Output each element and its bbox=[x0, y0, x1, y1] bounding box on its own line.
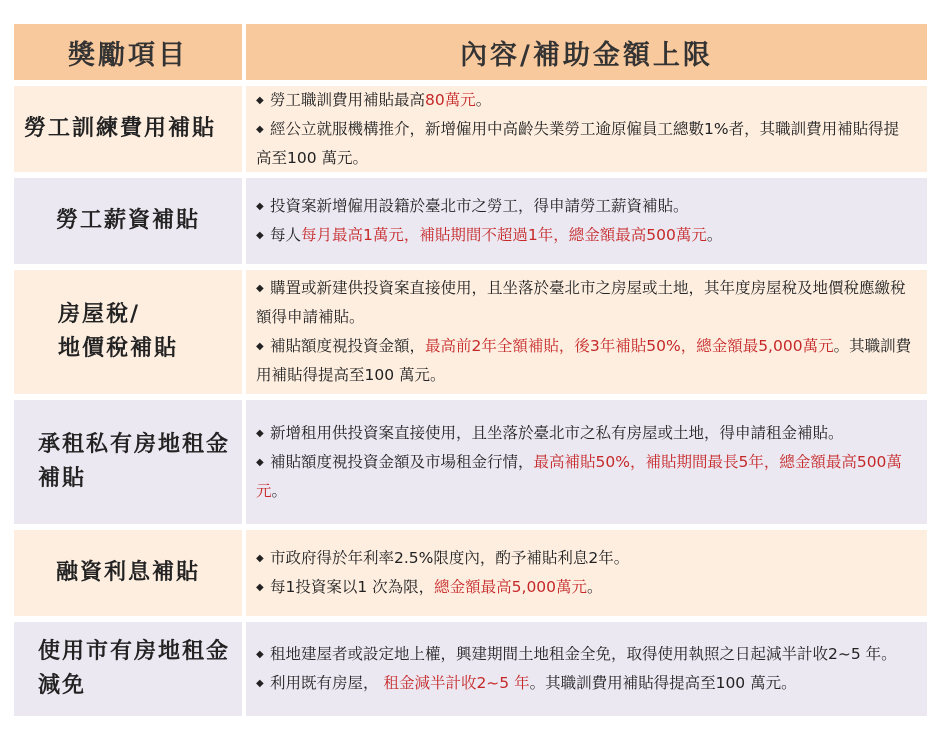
diamond-bullet-icon: ◆ bbox=[256, 553, 264, 564]
subsidy-table bbox=[14, 24, 927, 716]
bullet-item bbox=[256, 332, 913, 390]
diamond-bullet-icon: ◆ bbox=[256, 283, 264, 294]
row-label-labor-salary: 勞工薪資補貼 bbox=[14, 178, 242, 264]
body-text: 。其職訓費用補貼得提高至100 萬元。 bbox=[529, 674, 797, 692]
body-text: 勞工職訓費用補貼最高 bbox=[270, 90, 426, 109]
bullet-item bbox=[256, 86, 913, 115]
row-content-labor-salary bbox=[246, 178, 927, 264]
bullet-item bbox=[256, 544, 913, 573]
body-text: 補貼額度視投資金額及市場租金行情， bbox=[270, 452, 534, 471]
highlight-text: 最高補貼50%，補貼期間最長5年，總金額最高500萬元 bbox=[256, 452, 902, 500]
body-text: 。 bbox=[706, 226, 723, 244]
diamond-bullet-icon: ◆ bbox=[256, 582, 264, 593]
bullet-item bbox=[256, 115, 913, 173]
highlight-text: 80萬元 bbox=[425, 90, 476, 109]
body-text: 。 bbox=[475, 90, 492, 109]
body-text: 每1投資案以1 次為限， bbox=[270, 578, 435, 596]
row-content-loan-interest bbox=[246, 530, 927, 616]
body-text: 。 bbox=[587, 578, 603, 596]
body-text: 市政府得於年利率2.5%限度內，酌予補貼利息2年。 bbox=[270, 549, 630, 567]
highlight-text: 最高前2年全額補貼，後3年補貼50%，總金額最5,000萬元 bbox=[425, 337, 834, 355]
bullet-item bbox=[256, 274, 913, 332]
bullet-item bbox=[256, 669, 913, 698]
row-content-city-rent-waiver bbox=[246, 622, 927, 716]
body-text: 。 bbox=[271, 481, 288, 500]
diamond-bullet-icon: ◆ bbox=[256, 230, 264, 241]
bullet-item bbox=[256, 448, 913, 506]
row-content-property-tax bbox=[246, 270, 927, 394]
body-text: 補貼額度視投資金額， bbox=[270, 337, 426, 355]
diamond-bullet-icon: ◆ bbox=[256, 456, 264, 468]
highlight-text: 租金減半計收2~5 年 bbox=[383, 674, 530, 692]
row-content-private-rent bbox=[246, 400, 927, 524]
body-text: 新增租用供投資案直接使用，且坐落於臺北市之私有房屋或土地，得申請租金補貼。 bbox=[270, 423, 844, 442]
bullet-item bbox=[256, 419, 913, 448]
body-text: 利用既有房屋， bbox=[270, 674, 384, 692]
bullet-item bbox=[256, 640, 913, 669]
bullet-item bbox=[256, 573, 913, 602]
highlight-text: 總金額最高5,000萬元 bbox=[434, 578, 588, 596]
bullet-item bbox=[256, 221, 913, 250]
row-content-labor-training bbox=[246, 86, 927, 172]
row-label-property-tax: 房屋稅/ 地價稅補貼 bbox=[14, 270, 242, 394]
body-text: 每人 bbox=[270, 226, 302, 244]
body-text: 。其職訓費用補貼得提高至100 萬元。 bbox=[256, 337, 912, 384]
header-reward-item: 獎勵項目 bbox=[14, 24, 242, 80]
diamond-bullet-icon: ◆ bbox=[256, 678, 264, 689]
row-label-private-rent: 承租私有房地租金補貼 bbox=[14, 400, 242, 524]
body-text: 經公立就服機構推介，新增僱用中高齡失業勞工逾原僱員工總數1%者，其職訓費用補貼得提高至100 萬元。 bbox=[256, 119, 900, 167]
header-content-limit: 內容/補助金額上限 bbox=[246, 24, 927, 80]
row-label-city-rent-waiver: 使用市有房地租金減免 bbox=[14, 622, 242, 716]
diamond-bullet-icon: ◆ bbox=[256, 649, 264, 660]
row-label-loan-interest: 融資利息補貼 bbox=[14, 530, 242, 616]
diamond-bullet-icon: ◆ bbox=[256, 94, 264, 106]
row-label-labor-training: 勞工訓練費用補貼 bbox=[14, 86, 242, 172]
bullet-item bbox=[256, 192, 913, 221]
highlight-text: 每月最高1萬元，補貼期間不超過1年，總金額最高500萬元 bbox=[301, 226, 707, 244]
body-text: 租地建屋者或設定地上權，興建期間土地租金全免，取得使用執照之日起減半計收2~5 年。 bbox=[270, 645, 897, 663]
diamond-bullet-icon: ◆ bbox=[256, 341, 264, 352]
body-text: 投資案新增僱用設籍於臺北市之勞工，得申請勞工薪資補貼。 bbox=[270, 197, 689, 215]
diamond-bullet-icon: ◆ bbox=[256, 123, 264, 135]
diamond-bullet-icon: ◆ bbox=[256, 201, 264, 212]
body-text: 購置或新建供投資案直接使用，且坐落於臺北市之房屋或土地，其年度房屋稅及地價稅應繳稅額得申請補貼。 bbox=[256, 279, 906, 326]
diamond-bullet-icon: ◆ bbox=[256, 427, 264, 439]
